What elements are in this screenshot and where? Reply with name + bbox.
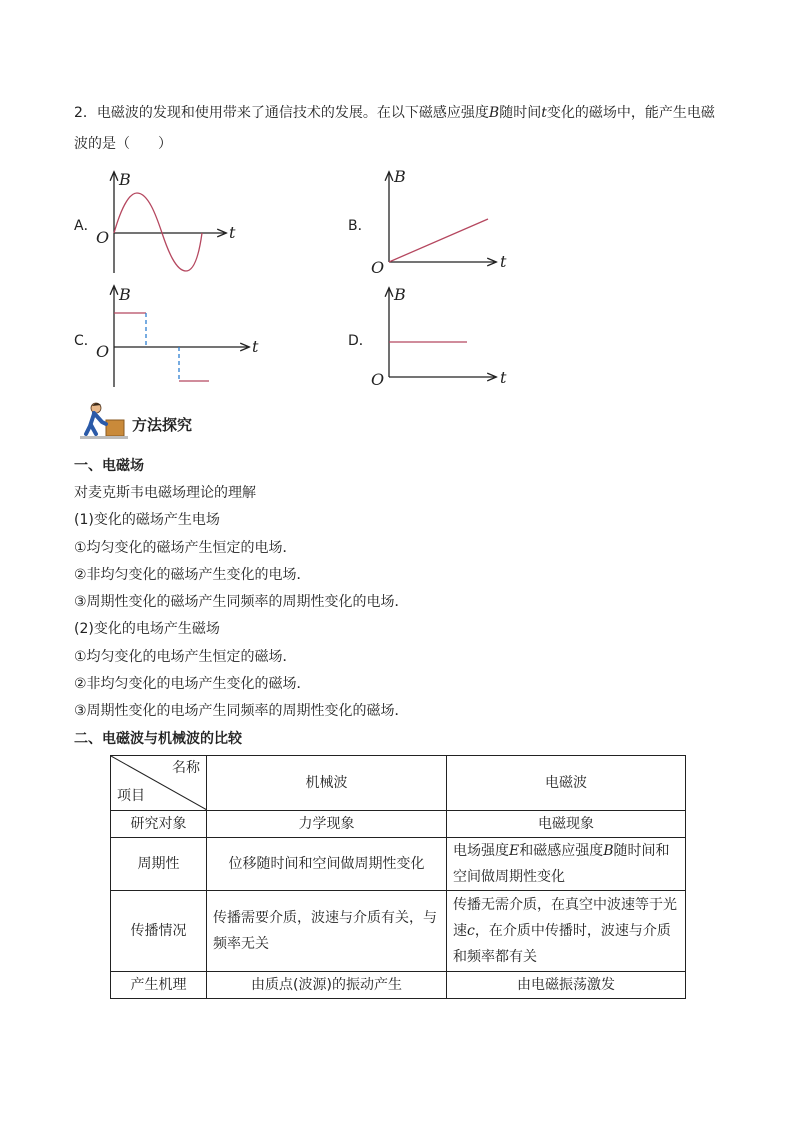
column-header-electromagnetic: 电磁波 [447,756,686,811]
header-name: 名称 [172,760,200,776]
row-item: 产生机理 [111,972,207,999]
question-text: 变化的磁场中，能产生电磁 [546,105,715,121]
table-row [111,838,686,891]
cell-text: 和磁感应强度 [519,843,604,859]
question-number: 2． [74,105,97,121]
x-axis-label: t [252,337,259,356]
table-row [111,891,686,972]
list-item: ②非均匀变化的电场产生变化的磁场． [74,676,311,692]
table-cell [447,891,686,972]
person-pushing-box-icon [80,400,130,442]
question-text: 随时间 [499,105,542,121]
origin-label: O [96,342,110,361]
table-cell: 位移随时间和空间做周期性变化 [207,838,447,891]
constant-graph [365,283,525,391]
linear-graph [365,165,525,280]
comparison-table [110,755,686,999]
method-title: 方法探究 [132,416,193,434]
header-item: 项目 [117,788,145,804]
list-item: ②非均匀变化的磁场产生变化的电场． [74,567,311,583]
x-axis-label: t [500,252,507,271]
x-axis-label: t [500,368,507,387]
option-c-label[interactable]: C． [74,333,98,349]
y-axis-label: B [119,285,131,304]
cell-text: 传播需要介质，波速与介质有关，与 [213,910,437,926]
table-header-row [111,756,686,811]
list-item: ③周期性变化的磁场产生同频率的周期性变化的电场． [74,594,409,610]
table-cell: 电磁现象 [447,811,686,838]
question-line-1 [74,102,715,122]
linear-line [389,219,488,262]
option-d-graph[interactable] [365,283,525,395]
method-heading [80,400,130,446]
sine-graph [90,165,250,280]
option-a-graph[interactable] [90,165,250,284]
section1-heading: 一、电磁场 [74,458,144,474]
var-E: E [509,843,520,859]
table-cell: 由电磁振荡激发 [447,972,686,999]
table-cell: 力学现象 [207,811,447,838]
section1-intro: 对麦克斯韦电磁场理论的理解 [74,485,256,501]
cell-text: 传播无需介质，在真空中波速等于光 [453,897,677,913]
var-B: B [603,843,614,859]
row-item: 传播情况 [111,891,207,972]
list-item: ③周期性变化的电场产生同频率的周期性变化的磁场． [74,703,409,719]
y-axis-label: B [119,170,131,189]
cell-text: 和频率都有关 [453,949,537,965]
option-c-graph[interactable] [90,283,270,395]
square-wave-graph [90,283,270,391]
var-c: c [467,923,475,939]
origin-label: O [96,228,110,247]
section1-sub2: (2)变化的电场产生磁场 [74,621,220,637]
diagonal-header-cell [111,756,207,811]
var-t: t [541,105,547,121]
table-cell [207,891,447,972]
y-axis-label: B [394,167,406,186]
question-line-2: 波的是（ ） [74,136,172,152]
cell-text: 空间做周期性变化 [453,869,565,885]
option-b-label[interactable]: B． [348,218,372,234]
question-text: 电磁波的发现和使用带来了通信技术的发展。在以下磁感应强度 [96,105,489,121]
row-item: 研究对象 [111,811,207,838]
y-axis-label: B [394,285,406,304]
section1-sub1: (1)变化的磁场产生电场 [74,512,220,528]
x-axis-label: t [229,223,236,242]
cell-text: 电场强度 [453,843,509,859]
cell-text: 随时间和 [613,843,670,859]
option-b-graph[interactable] [365,165,525,284]
table-cell [447,838,686,891]
table-row [111,811,686,838]
column-header-mechanical: 机械波 [207,756,447,811]
section2-heading: 二、电磁波与机械波的比较 [74,731,242,747]
var-B: B [488,105,500,121]
table-cell: 由质点(波源)的振动产生 [207,972,447,999]
table-row [111,972,686,999]
cell-text: 速 [453,923,467,939]
list-item: ①均匀变化的磁场产生恒定的电场． [74,540,297,556]
row-item: 周期性 [111,838,207,891]
sine-curve [114,193,202,271]
cell-text: 频率无关 [213,936,269,952]
origin-label: O [371,258,385,277]
option-d-label[interactable]: D． [348,333,373,349]
origin-label: O [371,370,385,389]
list-item: ①均匀变化的电场产生恒定的磁场． [74,649,297,665]
cell-text: ，在介质中传播时，波速与介质 [474,923,671,939]
option-a-label[interactable]: A． [74,218,98,234]
